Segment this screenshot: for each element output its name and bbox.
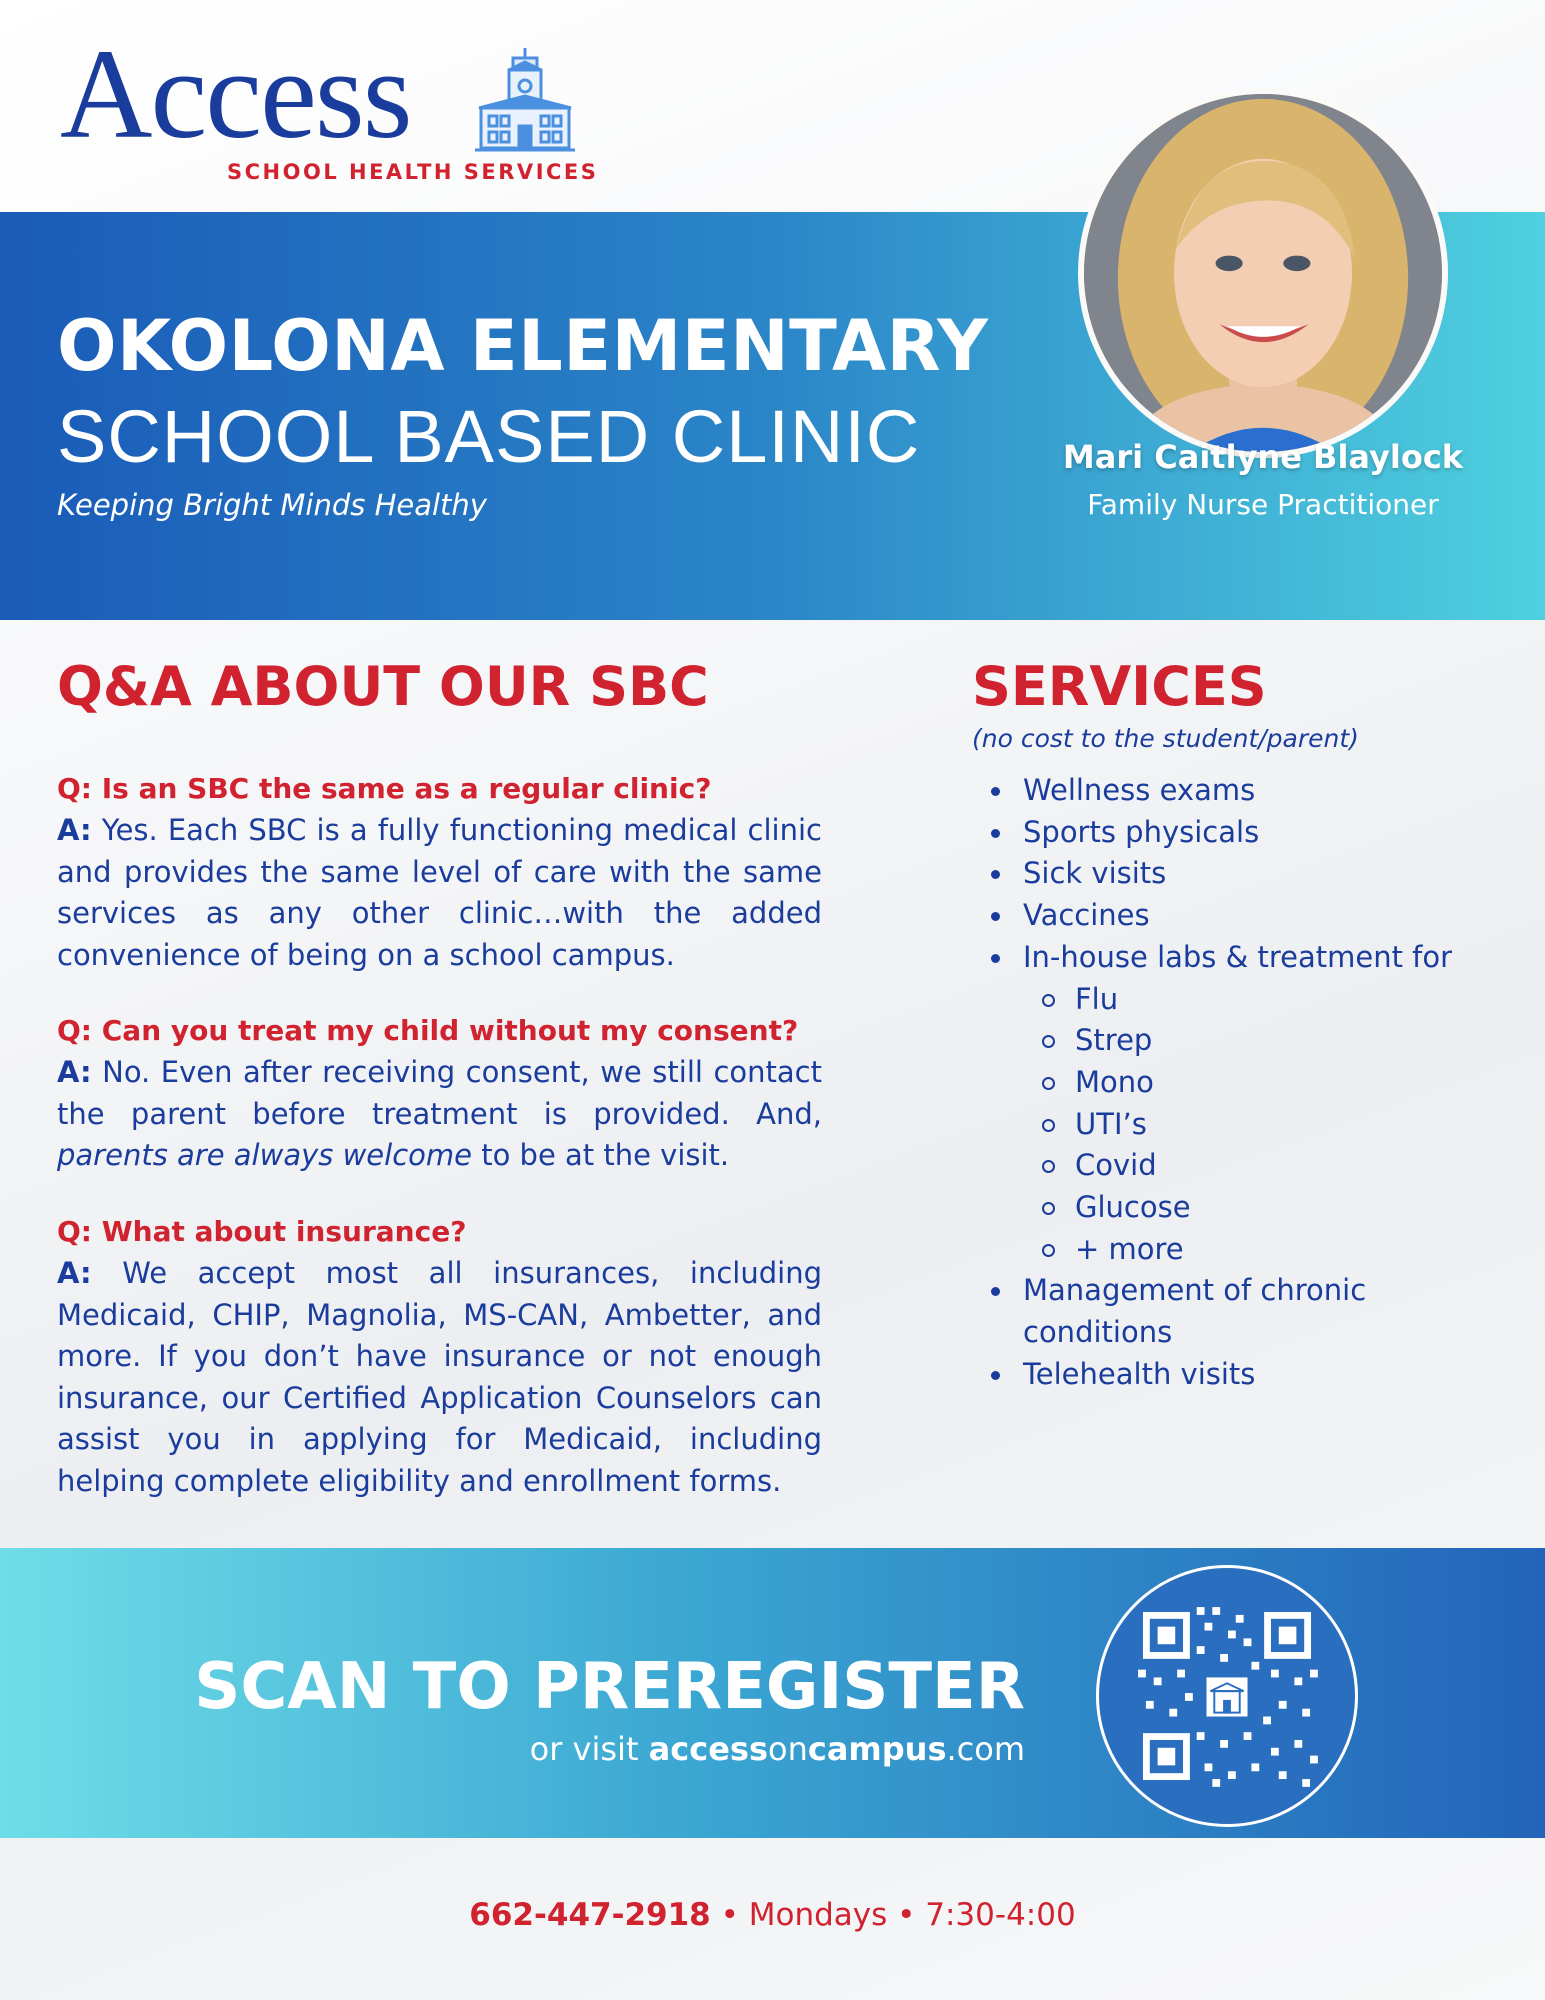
- tagline: Keeping Bright Minds Healthy: [57, 488, 487, 522]
- preregister-title: SCAN TO PREREGISTER: [194, 1650, 1025, 1724]
- services-list: [972, 770, 1512, 1396]
- qa-heading: Q&A ABOUT OUR SBC: [57, 655, 709, 718]
- schoolhouse-icon: [475, 46, 575, 156]
- lab-item: Flu: [972, 979, 1512, 1021]
- phone-number[interactable]: 662-447-2918: [469, 1897, 711, 1933]
- qa-item: [57, 768, 822, 976]
- service-item: Wellness exams: [972, 770, 1512, 812]
- qa-answer: A: We accept most all insurances, including Medicaid, CHIP, Magnolia, MS-CAN, Ambetter, and more. If you don’t have insurance or not enough insurance, our Certified Application Counselors can assist you in applying for Medicaid, including helping complete eligibility and enrollment forms.: [57, 1256, 822, 1498]
- preregister-link[interactable]: or visit accessoncampus.com: [529, 1730, 1025, 1768]
- provider-name: Mari Caitlyne Blaylock: [1062, 438, 1464, 476]
- clinic-hours: 7:30-4:00: [925, 1897, 1076, 1933]
- qa-answer: A: No. Even after receiving consent, we still contact the parent before treatment is provided. And, parents are always welcome to be at the visit.: [57, 1055, 822, 1173]
- contact-footer: 662-447-2918 • Mondays • 7:30-4:00: [469, 1897, 1076, 1933]
- lab-item: Glucose: [972, 1187, 1512, 1229]
- clinic-day: Mondays: [748, 1897, 888, 1933]
- services-note: (no cost to the student/parent): [972, 724, 1359, 753]
- service-item: In-house labs & treatment for: [972, 937, 1512, 979]
- logo-wordmark: Access: [60, 23, 411, 165]
- lab-item: Mono: [972, 1062, 1512, 1104]
- qa-item: [57, 1010, 822, 1177]
- service-item: Telehealth visits: [972, 1354, 1512, 1396]
- lab-item: Covid: [972, 1145, 1512, 1187]
- qa-question: Q: Is an SBC the same as a regular clinic?: [57, 772, 712, 805]
- logo-subtitle: SCHOOL HEALTH SERVICES: [227, 160, 599, 184]
- service-item: Vaccines: [972, 895, 1512, 937]
- qa-item: [57, 1211, 822, 1503]
- lab-item: + more: [972, 1229, 1512, 1271]
- service-item: Sports physicals: [972, 812, 1512, 854]
- qa-answer: A: Yes. Each SBC is a fully functioning medical clinic and provides the same level of care with the same services as any other clinic…with the added convenience of being on a school campus.: [57, 813, 822, 972]
- clinic-title: SCHOOL BASED CLINIC: [57, 395, 921, 478]
- qa-question: Q: Can you treat my child without my consent?: [57, 1014, 799, 1047]
- lab-item: Strep: [972, 1020, 1512, 1062]
- school-title: OKOLONA ELEMENTARY: [57, 305, 989, 387]
- provider-photo: [1078, 88, 1448, 458]
- provider-role: Family Nurse Practitioner: [1087, 488, 1439, 521]
- services-heading: SERVICES: [972, 655, 1267, 718]
- access-logo: [60, 23, 599, 196]
- qr-code[interactable]: [1096, 1565, 1358, 1827]
- service-item: Sick visits: [972, 853, 1512, 895]
- qa-question: Q: What about insurance?: [57, 1215, 467, 1248]
- service-item: Management of chronic conditions: [972, 1270, 1512, 1353]
- lab-item: UTI’s: [972, 1104, 1512, 1146]
